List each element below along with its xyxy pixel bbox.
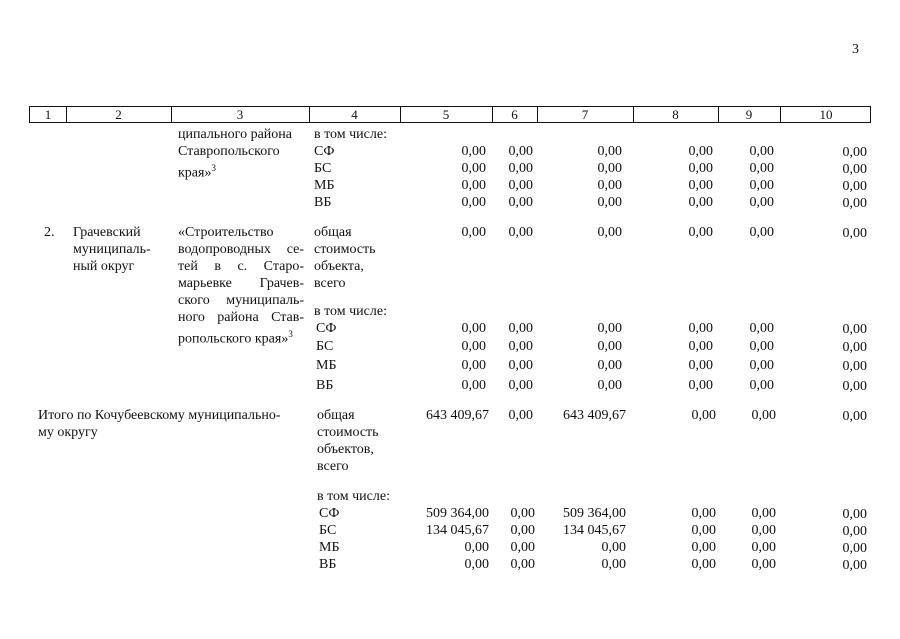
cell-col9: 0,00 (751, 408, 776, 423)
cell-col5: 0,00 (464, 557, 489, 572)
row-label: СФ (314, 144, 335, 159)
table-header-row (29, 106, 871, 123)
block2-total-label (314, 224, 394, 292)
cell-col9: 0,00 (749, 321, 774, 336)
header-col-8: 8 (672, 107, 679, 122)
cell-col7: 0,00 (597, 144, 622, 159)
cell-col10: 0,00 (842, 409, 867, 424)
header-col-3: 3 (236, 107, 244, 122)
block3-including-label: в том числе: (317, 489, 390, 504)
total-label-line: общая (317, 408, 355, 423)
cell-col10: 0,00 (842, 359, 867, 374)
cell-col9: 0,00 (751, 506, 776, 521)
cell-col10: 0,00 (842, 379, 867, 394)
cell-col10: 0,00 (842, 558, 867, 573)
cell-col10: 0,00 (842, 196, 867, 211)
block2-object-name (178, 224, 304, 348)
row-label: БС (316, 339, 334, 354)
cell-col5: 0,00 (461, 225, 486, 240)
cell-col6: 0,00 (508, 408, 533, 423)
cell-col8: 0,00 (691, 506, 716, 521)
cell-col10: 0,00 (842, 162, 867, 177)
cell-col6: 0,00 (508, 321, 533, 336)
row-label: ВБ (319, 557, 337, 572)
cell-col8: 0,00 (691, 523, 716, 538)
cell-col9: 0,00 (749, 225, 774, 240)
cell-col6: 0,00 (508, 225, 533, 240)
cell-col5: 0,00 (461, 378, 486, 393)
block2-district (73, 224, 168, 275)
row-label: МБ (316, 358, 337, 373)
cell-col8: 0,00 (688, 225, 713, 240)
cell-col6: 0,00 (508, 161, 533, 176)
row-label: БС (319, 523, 337, 538)
object-line: водопроводных се- (178, 242, 304, 257)
object-line: «Строительство (178, 225, 274, 240)
total-label-line: стоимость (317, 425, 379, 440)
total-label-line: всего (314, 276, 346, 291)
cell-col6: 0,00 (508, 144, 533, 159)
object-line: края»$^3$ (178, 163, 216, 181)
cell-col9: 0,00 (749, 378, 774, 393)
cell-col7: 0,00 (597, 378, 622, 393)
page-number: 3 (852, 42, 859, 57)
cell-col6: 0,00 (510, 506, 535, 521)
row-label: ВБ (314, 195, 332, 210)
cell-col5: 0,00 (461, 161, 486, 176)
district-line: ный округ (73, 259, 135, 274)
cell-col5: 0,00 (461, 339, 486, 354)
cell-col7: 0,00 (597, 161, 622, 176)
cell-col5: 509 364,00 (426, 506, 489, 521)
cell-col10: 0,00 (842, 179, 867, 194)
cell-col5: 134 045,67 (426, 523, 489, 538)
total-label-line: объектов, (317, 442, 374, 457)
object-line: ского муниципаль- (178, 293, 304, 308)
header-col-1: 1 (44, 107, 52, 122)
row-label: СФ (316, 321, 337, 336)
cell-col6: 0,00 (510, 557, 535, 572)
cell-col8: 0,00 (688, 161, 713, 176)
block2-including-label: в том числе: (314, 304, 387, 319)
cell-col7: 0,00 (601, 540, 626, 555)
header-col-2: 2 (115, 107, 122, 122)
cell-col7: 509 364,00 (563, 506, 626, 521)
cell-col8: 0,00 (691, 540, 716, 555)
cell-col8: 0,00 (688, 358, 713, 373)
title-line: Итого по Кочубеевскому муниципально- (38, 408, 281, 423)
header-col-6: 6 (511, 107, 518, 122)
cell-col6: 0,00 (508, 195, 533, 210)
object-line: марьевке Грачев- (178, 276, 304, 291)
cell-col8: 0,00 (691, 408, 716, 423)
row-label: ВБ (316, 378, 334, 393)
total-label-line: объекта, (314, 259, 364, 274)
cell-col6: 0,00 (508, 378, 533, 393)
cell-col5: 0,00 (461, 195, 486, 210)
cell-col10: 0,00 (842, 541, 867, 556)
row-label: МБ (319, 540, 340, 555)
block2-index: 2. (44, 225, 55, 240)
cell-col7: 0,00 (597, 321, 622, 336)
cell-col9: 0,00 (749, 358, 774, 373)
block3-total-label (317, 407, 397, 475)
cell-col7: 0,00 (597, 339, 622, 354)
row-label: БС (314, 161, 332, 176)
header-col-10: 10 (819, 107, 833, 122)
header-col-9: 9 (745, 107, 753, 122)
title-line: му округу (38, 425, 98, 440)
cell-col5: 0,00 (461, 144, 486, 159)
header-col-4: 4 (351, 107, 358, 122)
cell-col8: 0,00 (688, 321, 713, 336)
cell-col10: 0,00 (842, 524, 867, 539)
cell-col8: 0,00 (691, 557, 716, 572)
cell-col6: 0,00 (508, 178, 533, 193)
cell-col9: 0,00 (751, 523, 776, 538)
cell-col5: 0,00 (461, 358, 486, 373)
cell-col10: 0,00 (842, 226, 867, 241)
cell-col5: 0,00 (461, 178, 486, 193)
cell-col9: 0,00 (749, 144, 774, 159)
cell-col10: 0,00 (842, 507, 867, 522)
cell-col9: 0,00 (751, 557, 776, 572)
cell-col8: 0,00 (688, 195, 713, 210)
cell-col7: 0,00 (597, 358, 622, 373)
cell-col7: 0,00 (601, 557, 626, 572)
cell-col8: 0,00 (688, 378, 713, 393)
cell-col7: 134 045,67 (563, 523, 626, 538)
cell-col10: 0,00 (842, 145, 867, 160)
cell-col7: 0,00 (597, 225, 622, 240)
object-line: ропольского края»$^3$ (178, 329, 293, 347)
cell-col7: 643 409,67 (563, 408, 626, 423)
object-line: ципального района (178, 127, 292, 142)
cell-col10: 0,00 (842, 322, 867, 337)
cell-col5: 0,00 (461, 321, 486, 336)
block1-including-label: в том числе: (314, 127, 387, 142)
cell-col5: 643 409,67 (426, 408, 489, 423)
cell-col10: 0,00 (842, 340, 867, 355)
header-col-7: 7 (581, 107, 589, 122)
cell-col5: 0,00 (464, 540, 489, 555)
block1-object-name (178, 126, 304, 182)
total-label-line: всего (317, 459, 349, 474)
object-line: тей в с. Старо- (178, 259, 304, 274)
district-line: Грачевский (73, 225, 141, 240)
cell-col7: 0,00 (597, 195, 622, 210)
cell-col9: 0,00 (749, 339, 774, 354)
cell-col9: 0,00 (749, 178, 774, 193)
cell-col6: 0,00 (510, 540, 535, 555)
district-line: муниципаль- (73, 242, 151, 257)
cell-col6: 0,00 (508, 339, 533, 354)
cell-col7: 0,00 (597, 178, 622, 193)
row-label: СФ (319, 506, 340, 521)
cell-col9: 0,00 (749, 161, 774, 176)
row-label: МБ (314, 178, 335, 193)
total-label-line: общая (314, 225, 352, 240)
block3-title (38, 407, 303, 441)
cell-col8: 0,00 (688, 178, 713, 193)
cell-col8: 0,00 (688, 144, 713, 159)
header-col-5: 5 (442, 107, 450, 122)
cell-col8: 0,00 (688, 339, 713, 354)
cell-col9: 0,00 (751, 540, 776, 555)
object-line: ного района Став- (178, 310, 304, 325)
cell-col9: 0,00 (749, 195, 774, 210)
cell-col6: 0,00 (510, 523, 535, 538)
cell-col6: 0,00 (508, 358, 533, 373)
object-line: Ставропольского (178, 144, 280, 159)
total-label-line: стоимость (314, 242, 376, 257)
